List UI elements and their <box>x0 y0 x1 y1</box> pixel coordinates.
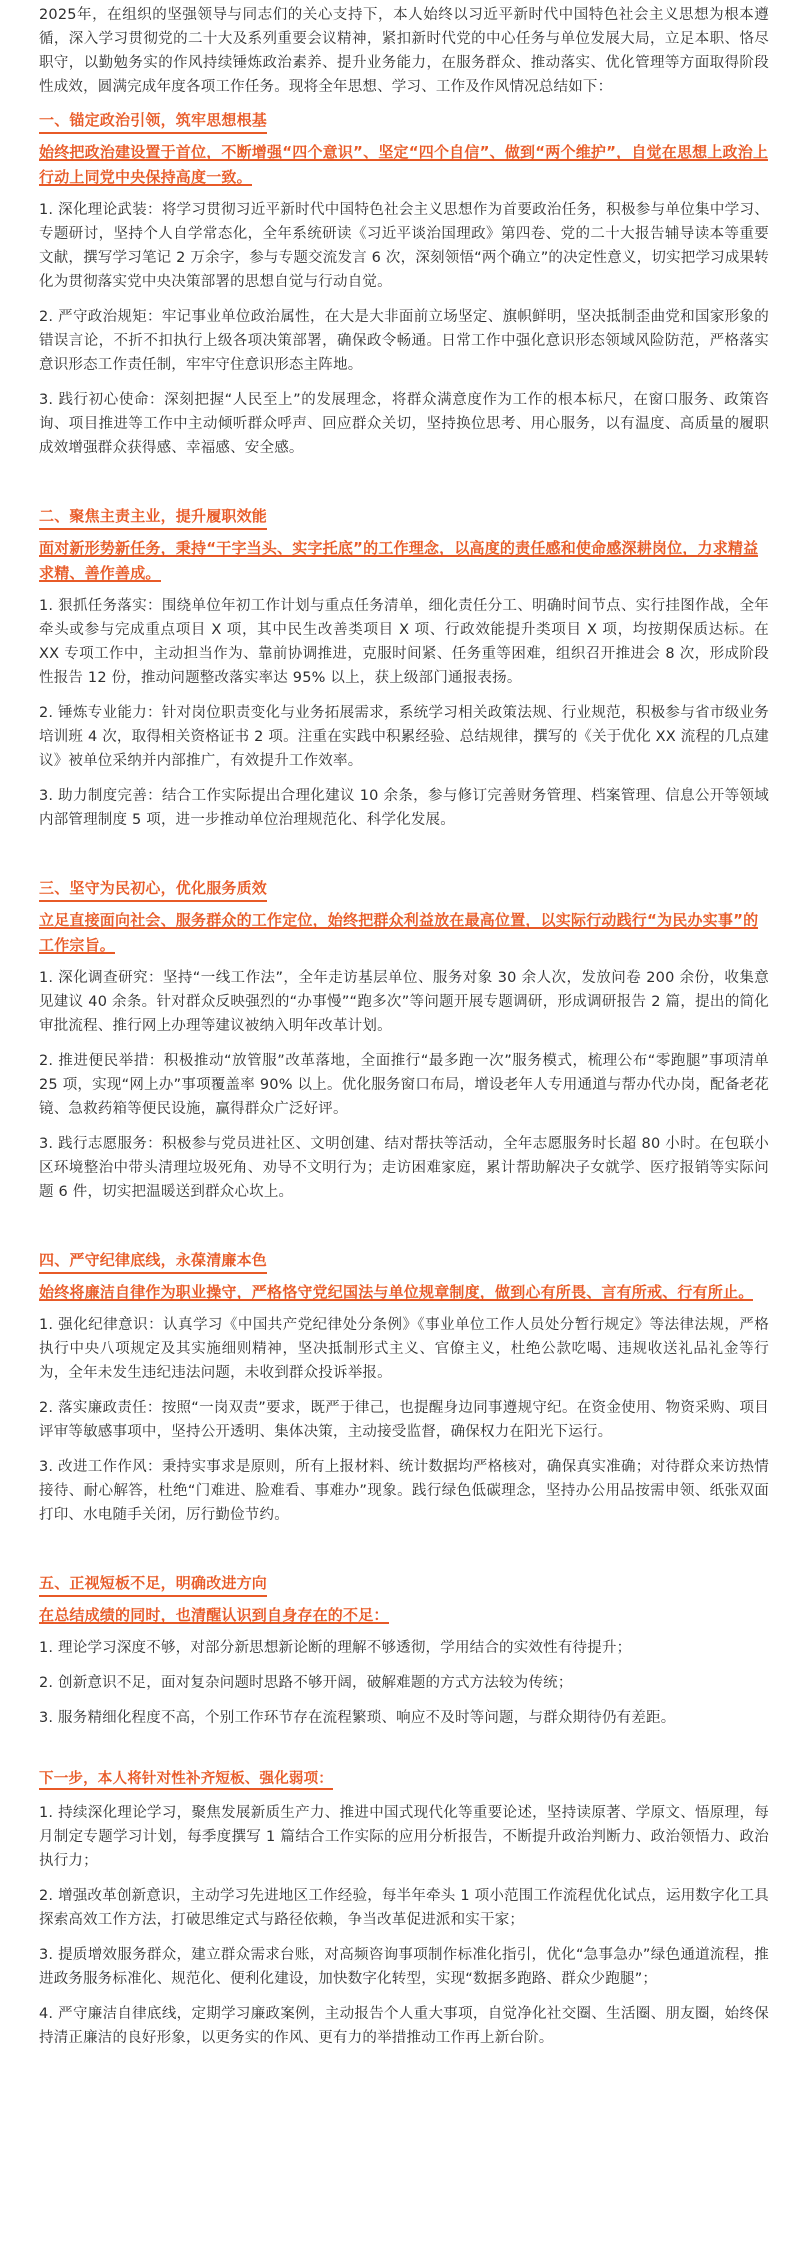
section-political-guidance <box>39 105 769 460</box>
list-item: 1. 深化理论武装：将学习贯彻习近平新时代中国特色社会主义思想作为首要政治任务，积极参与单位集中学习、专题研讨，坚持个人自学常态化，全年系统研读《习近平谈治国理政》第四卷、党的二十大报告辅导读本等重要文献，撰写学习笔记 2 万余字，参与专题交流发言 6 次，深刻领悟“两个确立”的决定性意义，切实把学习成果转化为贯彻落实党中央决策部署的思想自觉与行动自觉。 <box>39 202 769 290</box>
section-next-steps <box>39 1767 769 2050</box>
section-discipline <box>39 1245 769 1527</box>
section-lead: 在总结成绩的同时，也清醒认识到自身存在的不足： <box>39 1606 389 1624</box>
list-item: 2. 落实廉政责任：按照“一岗双责”要求，既严于律己，也提醒身边同事遵规守纪。在资金使用、物资采购、项目评审等敏感事项中，坚持公开透明、集体决策，主动接受监督，确保权力在阳光下运行。 <box>39 1400 769 1440</box>
list-item: 1. 深化调查研究：坚持“一线工作法”，全年走访基层单位、服务对象 30 余人次，发放问卷 200 余份，收集意见建议 40 余条。针对群众反映强烈的“办事慢”“跑多次”等问题开展专题调研，形成调研报告 2 篇，提出的简化审批流程、推行网上办理等建议被纳入明年改革计划。 <box>39 970 769 1034</box>
list-item: 3. 践行志愿服务：积极参与党员进社区、文明创建、结对帮扶等活动，全年志愿服务时长超 80 小时。在包联小区环境整治中带头清理垃圾死角、劝导不文明行为；走访困难家庭，累计帮助解决子女就学、医疗报销等实际问题 6 件，切实把温暖送到群众心坎上。 <box>39 1136 769 1200</box>
section-lead: 立足直接面向社会、服务群众的工作定位，始终把群众利益放在最高位置，以实际行动践行“为民办实事”的工作宗旨。 <box>39 911 759 954</box>
section-title: 五、正视短板不足，明确改进方向 <box>39 1572 267 1597</box>
section-lead: 面对新形势新任务，秉持“干字当头、实字托底”的工作理念，以高度的责任感和使命感深耕岗位，力求精益求精、善作善成。 <box>39 539 759 582</box>
list-item: 2. 增强改革创新意识，主动学习先进地区工作经验，每半年牵头 1 项小范围工作流程优化试点，运用数字化工具探索高效工作方法，打破思维定式与路径依赖，争当改革促进派和实干家； <box>39 1888 769 1928</box>
list-item: 3. 践行初心使命：深刻把握“人民至上”的发展理念，将群众满意度作为工作的根本标尺，在窗口服务、政策咨询、项目推进等工作中主动倾听群众呼声、回应群众关切，坚持换位思考、用心服务，以有温度、高质量的履职成效增强群众获得感、幸福感、安全感。 <box>39 392 769 456</box>
intro-paragraph: 2025年，在组织的坚强领导与同志们的关心支持下，本人始终以习近平新时代中国特色社会主义思想为根本遵循，深入学习贯彻党的二十大及系列重要会议精神，紧扣新时代党的中心任务与单位发展大局，立足本职、恪尽职守，以勤勉务实的作风持续锤炼政治素养、提升业务能力，在服务群众、推动落实、优化管理等方面取得阶段性成效，圆满完成年度各项工作任务。现将全年思想、学习、工作及作风情况总结如下： <box>39 7 769 95</box>
section-lead: 始终把政治建设置于首位，不断增强“四个意识”、坚定“四个自信”、做到“两个维护”，自觉在思想上政治上行动上同党中央保持高度一致。 <box>39 143 769 186</box>
list-item: 1. 狠抓任务落实：围绕单位年初工作计划与重点任务清单，细化责任分工、明确时间节点、实行挂图作战，全年牵头或参与完成重点项目 X 项，其中民生改善类项目 X 项、行政效能提升类项目 X 项，均按期保质达标。在 XX 专项工作中，主动担当作为、靠前协调推进，克服时间紧、任务重等困难，组织召开推进会 8 次，形成阶段性报告 12 份，推动问题整改落实率达 95% 以上，获上级部门通报表扬。 <box>39 598 769 686</box>
list-item: 4. 严守廉洁自律底线，定期学习廉政案例，主动报告个人重大事项，自觉净化社交圈、生活圈、朋友圈，始终保持清正廉洁的良好形象，以更务实的作风、更有力的举措推动工作再上新台阶。 <box>39 2006 769 2046</box>
list-item: 1. 理论学习深度不够，对部分新思想新论断的理解不够透彻，学用结合的实效性有待提升； <box>39 1640 632 1656</box>
list-item: 3. 提质增效服务群众，建立群众需求台账，对高频咨询事项制作标准化指引，优化“急事急办”绿色通道流程，推进政务服务标准化、规范化、便利化建设，加快数字化转型，实现“数据多跑路、群众少跑腿”； <box>39 1947 769 1987</box>
section-title: 三、坚守为民初心，优化服务质效 <box>39 877 267 902</box>
list-item: 3. 助力制度完善：结合工作实际提出合理化建议 10 余条，参与修订完善财务管理、档案管理、信息公开等领域内部管理制度 5 项，进一步推动单位治理规范化、科学化发展。 <box>39 788 769 828</box>
list-item: 3. 服务精细化程度不高，个别工作环节存在流程繁琐、响应不及时等问题，与群众期待仍有差距。 <box>39 1710 676 1726</box>
list-item: 2. 严守政治规矩：牢记事业单位政治属性，在大是大非面前立场坚定、旗帜鲜明，坚决抵制歪曲党和国家形象的错误言论，不折不扣执行上级各项决策部署，确保政令畅通。日常工作中强化意识形态领域风险防范，严格落实意识形态工作责任制，牢牢守住意识形态主阵地。 <box>39 309 769 373</box>
next-steps-lead: 下一步，本人将针对性补齐短板、强化弱项： <box>39 1767 769 1791</box>
list-item: 2. 推进便民举措：积极推动“放管服”改革落地，全面推行“最多跑一次”服务模式，梳理公布“零跑腿”事项清单 25 项，实现“网上办”事项覆盖率 90% 以上。优化服务窗口布局，增设老年人专用通道与帮办代办岗，配备老花镜、急救药箱等便民设施，赢得群众广泛好评。 <box>39 1053 769 1117</box>
section-shortcomings <box>39 1568 769 1730</box>
section-serve-people <box>39 873 769 1204</box>
section-title: 四、严守纪律底线，永葆清廉本色 <box>39 1249 267 1274</box>
list-item: 3. 改进工作作风：秉持实事求是原则，所有上报材料、统计数据均严格核对，确保真实准确；对待群众来访热情接待、耐心解答，杜绝“门难进、脸难看、事难办”现象。践行绿色低碳理念，坚持办公用品按需申领、纸张双面打印、水电随手关闭，厉行勤俭节约。 <box>39 1459 769 1523</box>
list-item: 1. 持续深化理论学习，聚焦发展新质生产力、推进中国式现代化等重要论述，坚持读原著、学原文、悟原理，每月制定专题学习计划，每季度撰写 1 篇结合工作实际的应用分析报告，不断提升政治判断力、政治领悟力、政治执行力； <box>39 1805 769 1869</box>
section-lead: 始终将廉洁自律作为职业操守，严格恪守党纪国法与单位规章制度，做到心有所畏、言有所戒、行有所止。 <box>39 1283 754 1301</box>
section-title: 二、聚焦主责主业，提升履职效能 <box>39 505 267 530</box>
list-item: 1. 强化纪律意识：认真学习《中国共产党纪律处分条例》《事业单位工作人员处分暂行规定》等法律法规，严格执行中央八项规定及其实施细则精神，坚决抵制形式主义、官僚主义，杜绝公款吃喝、违规收送礼品礼金等行为，全年未发生违纪违法问题，未收到群众投诉举报。 <box>39 1317 769 1381</box>
section-title: 一、锚定政治引领，筑牢思想根基 <box>39 109 267 134</box>
section-core-duties <box>39 501 769 832</box>
list-item: 2. 锤炼专业能力：针对岗位职责变化与业务拓展需求，系统学习相关政策法规、行业规范，积极参与省市级业务培训班 4 次，取得相关资格证书 2 项。注重在实践中积累经验、总结规律，撰写的《关于优化 XX 流程的几点建议》被单位采纳并内部推广，有效提升工作效率。 <box>39 705 769 769</box>
list-item: 2. 创新意识不足，面对复杂问题时思路不够开阔，破解难题的方式方法较为传统； <box>39 1675 573 1691</box>
